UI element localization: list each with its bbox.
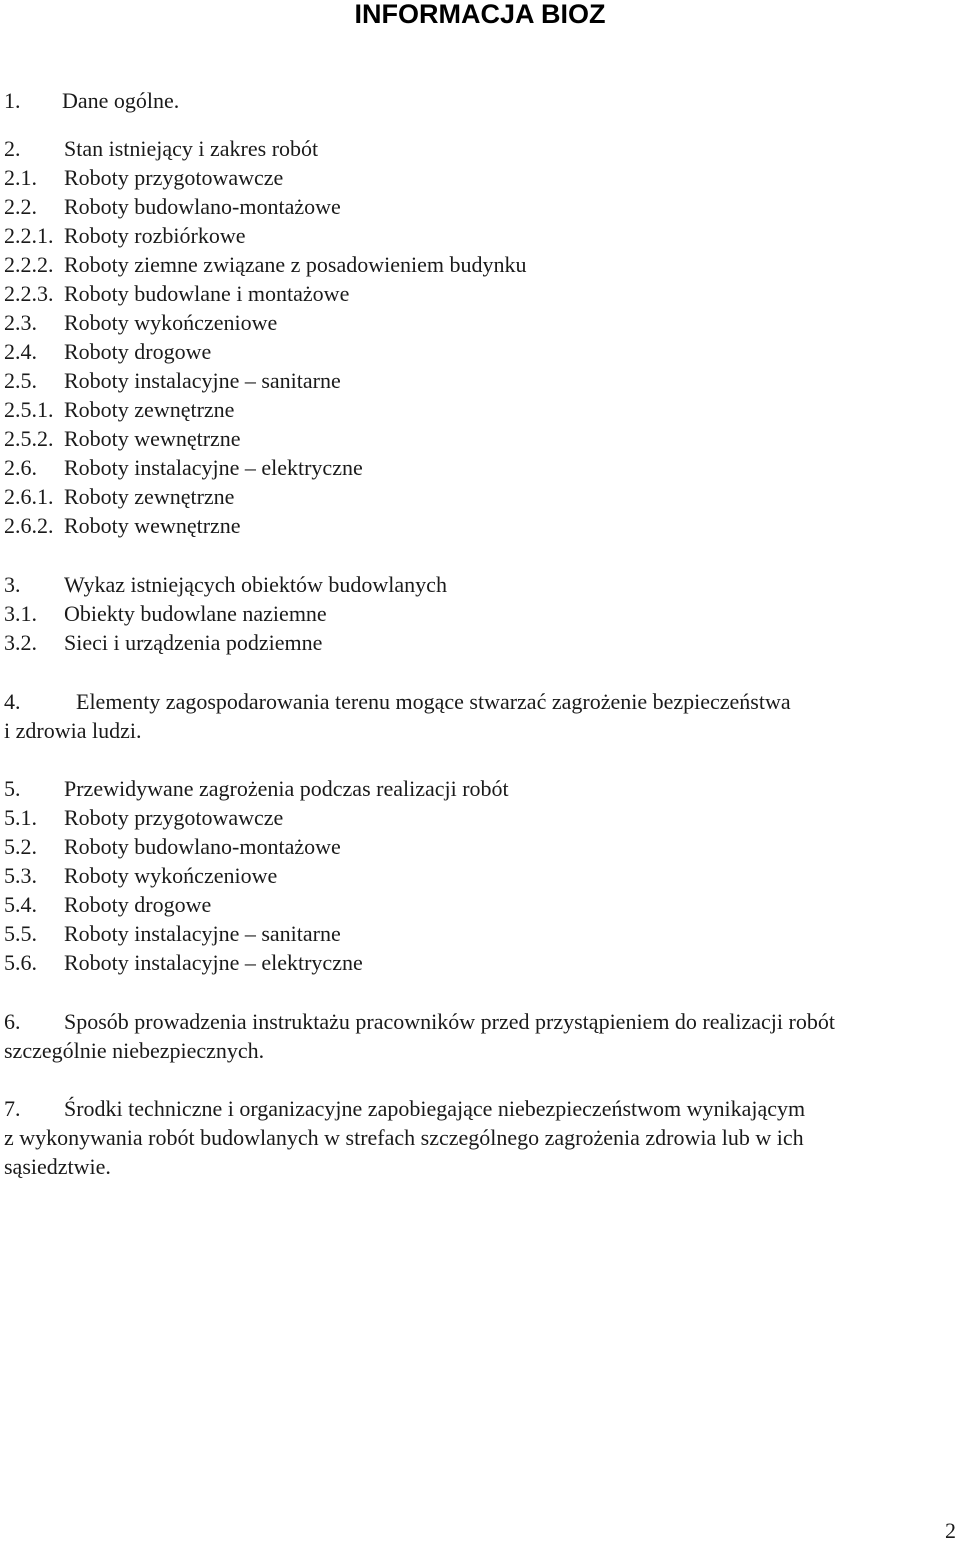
toc-item-text: Roboty instalacyjne – sanitarne <box>64 368 341 393</box>
toc-item-text: Roboty budowlano-montażowe <box>64 834 341 859</box>
toc-item-number: 2.1. <box>4 165 37 190</box>
toc-item-text: Sieci i urządzenia podziemne <box>64 630 323 655</box>
toc-item-text: Roboty rozbiórkowe <box>64 223 246 248</box>
toc-item-number: 5.2. <box>4 834 37 859</box>
toc-item <box>4 890 211 919</box>
toc-item-text: Obiekty budowlane naziemne <box>64 601 327 626</box>
toc-item <box>4 482 234 511</box>
toc-item <box>4 628 322 657</box>
toc-item-continuation <box>4 1036 264 1065</box>
toc-item-number: 3. <box>4 572 21 597</box>
toc-item-number: 2.2.2. <box>4 252 54 277</box>
toc-item-text: Roboty drogowe <box>64 339 212 364</box>
toc-item-number: 2.6.1. <box>4 484 54 509</box>
toc-item <box>4 599 327 628</box>
toc-item <box>4 832 341 861</box>
toc-item <box>4 86 179 115</box>
toc-item-number: 5.6. <box>4 950 37 975</box>
toc-item <box>4 279 349 308</box>
toc-item-text: Roboty wykończeniowe <box>64 310 278 335</box>
toc-item <box>4 308 277 337</box>
toc-item-text: Środki techniczne i organizacyjne zapobiegające niebezpieczeństwom wynikającym <box>64 1096 806 1121</box>
toc-item-text: Roboty drogowe <box>64 892 212 917</box>
toc-item-text: Roboty instalacyjne – sanitarne <box>64 921 341 946</box>
toc-item-text: sąsiedztwie. <box>4 1154 111 1179</box>
toc-item-number: 1. <box>4 88 21 113</box>
toc-item-number: 2.3. <box>4 310 37 335</box>
toc-item <box>4 250 526 279</box>
toc-item-number: 2. <box>4 136 21 161</box>
toc-item <box>4 687 791 716</box>
toc-item <box>4 221 245 250</box>
toc-item-continuation <box>4 1123 804 1152</box>
toc-item <box>4 134 318 163</box>
toc-item-number: 2.4. <box>4 339 37 364</box>
toc-item <box>4 511 241 540</box>
toc-item-text: Roboty wykończeniowe <box>64 863 278 888</box>
toc-item-text: Wykaz istniejących obiektów budowlanych <box>64 572 447 597</box>
toc-item <box>4 366 341 395</box>
toc-item-text: Elementy zagospodarowania terenu mogące stwarzać zagrożenie bezpieczeństwa <box>76 689 791 714</box>
toc-item-number: 2.2. <box>4 194 37 219</box>
toc-item-number: 2.2.1. <box>4 223 54 248</box>
toc-item-number: 2.6.2. <box>4 513 54 538</box>
toc-item-number: 2.6. <box>4 455 37 480</box>
toc-item-text: Roboty zewnętrzne <box>64 397 235 422</box>
toc-item-number: 5. <box>4 776 21 801</box>
toc-item-text: Roboty instalacyjne – elektryczne <box>64 455 363 480</box>
toc-item <box>4 192 341 221</box>
toc-item-text: Roboty przygotowawcze <box>64 165 284 190</box>
toc-item-text: Stan istniejący i zakres robót <box>64 136 319 161</box>
toc-item-number: 3.1. <box>4 601 37 626</box>
toc-item-number: 5.3. <box>4 863 37 888</box>
toc-item-text: Roboty budowlano-montażowe <box>64 194 341 219</box>
toc-item-text: szczególnie niebezpiecznych. <box>4 1038 265 1063</box>
toc-item-number: 6. <box>4 1009 21 1034</box>
toc-item-number: 5.4. <box>4 892 37 917</box>
toc-item-text: Przewidywane zagrożenia podczas realizacji robót <box>64 776 509 801</box>
toc-item-text: Roboty przygotowawcze <box>64 805 284 830</box>
toc-item <box>4 570 447 599</box>
toc-item <box>4 337 211 366</box>
toc-item-text: Roboty instalacyjne – elektryczne <box>64 950 363 975</box>
toc-item-number: 2.5.1. <box>4 397 54 422</box>
toc-item-number: 5.1. <box>4 805 37 830</box>
toc-item-text: Roboty budowlane i montażowe <box>64 281 350 306</box>
toc-item <box>4 395 234 424</box>
toc-item-number: 4. <box>4 689 21 714</box>
toc-item-continuation <box>4 1152 111 1181</box>
toc-item-text: Roboty zewnętrzne <box>64 484 235 509</box>
toc-item-text: i zdrowia ludzi. <box>4 718 142 743</box>
page-number: 2 <box>945 1518 956 1543</box>
toc-item <box>4 861 277 890</box>
toc-item <box>4 1094 805 1123</box>
toc-item-text: Roboty ziemne związane z posadowieniem budynku <box>64 252 527 277</box>
toc-item-number: 2.5.2. <box>4 426 54 451</box>
toc-item-text: Dane ogólne. <box>62 88 180 113</box>
toc-item-number: 5.5. <box>4 921 37 946</box>
toc-item-text: Roboty wewnętrzne <box>64 426 241 451</box>
toc-item <box>4 919 341 948</box>
toc-item <box>4 424 241 453</box>
toc-item-number: 2.5. <box>4 368 37 393</box>
toc-item-text: Sposób prowadzenia instruktażu pracowników przed przystąpieniem do realizacji robót <box>64 1009 835 1034</box>
toc-item <box>4 453 363 482</box>
toc-item-text: Roboty wewnętrzne <box>64 513 241 538</box>
toc-item-text: z wykonywania robót budowlanych w strefach szczególnego zagrożenia zdrowia lub w ich <box>4 1125 804 1150</box>
toc-item <box>4 774 509 803</box>
toc-item-continuation <box>4 716 141 745</box>
toc-item-number: 7. <box>4 1096 21 1121</box>
toc-item-number: 3.2. <box>4 630 37 655</box>
toc-item <box>4 803 283 832</box>
toc-item <box>4 1007 835 1036</box>
toc-item-number: 2.2.3. <box>4 281 54 306</box>
toc-item <box>4 163 283 192</box>
toc-item <box>4 948 363 977</box>
document-title: INFORMACJA BIOZ <box>354 0 606 29</box>
